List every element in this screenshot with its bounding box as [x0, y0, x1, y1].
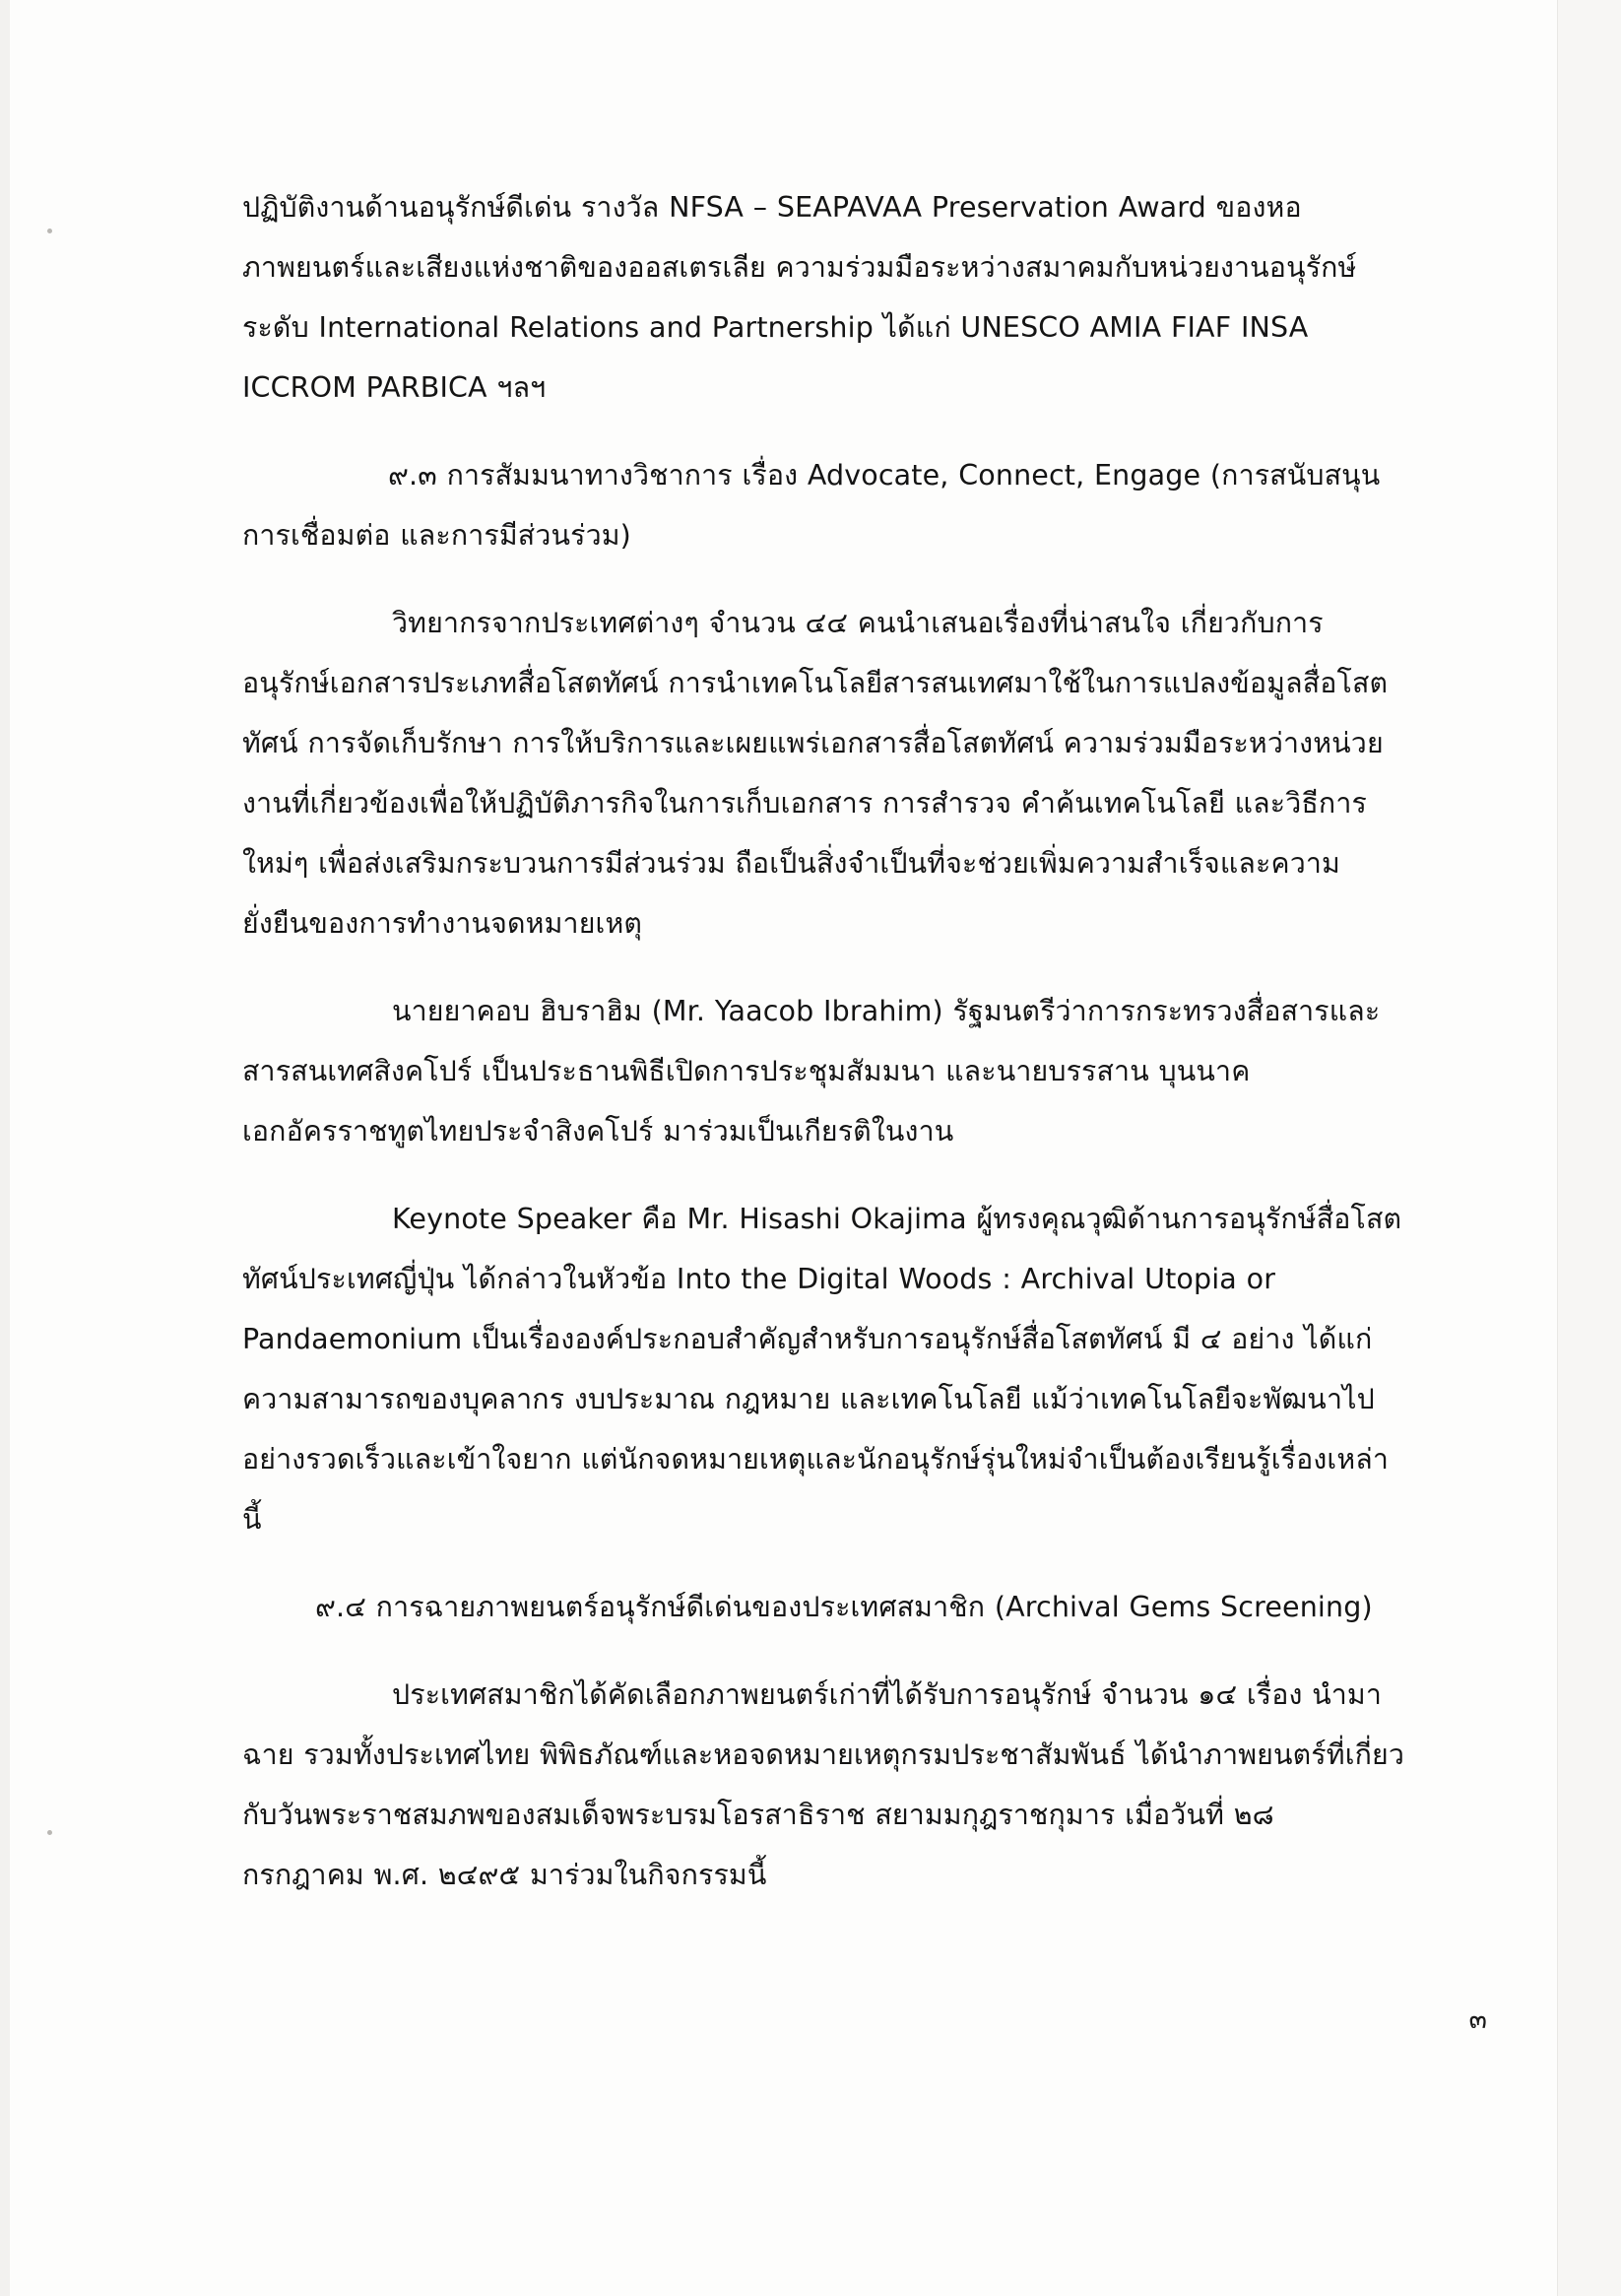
page-number: ๓ — [1468, 2004, 1487, 2035]
paragraph-keynote: Keynote Speaker คือ Mr. Hisashi Okajima ผู้ทรงคุณวุฒิด้านการอนุรักษ์สื่อโสตทัศน์ประเทศญี่ปุ่น ได้กล่าวในหัวข้อ Into the Digital Woods : Archival Utopia or Pandaemonium เป็นเรื่ององค์ประกอบสำคัญสำหรับการอนุรักษ์สื่อโสตทัศน์ มี ๔ อย่าง ได้แก่ ความสามารถของบุคลากร งบประมาณ กฎหมาย และเทคโนโลยี แม้ว่าเทคโนโลยีจะพัฒนาไปอย่างรวดเร็วและเข้าใจยาก แต่นักจดหมายเหตุและนักอนุรักษ์รุ่นใหม่จำเป็นต้องเรียนรู้เรื่องเหล่านี้ — [242, 1203, 1402, 1536]
paragraph-speakers: วิทยากรจากประเทศต่างๆ จำนวน ๔๔ คนนำเสนอเรื่องที่น่าสนใจ เกี่ยวกับการอนุรักษ์เอกสารประเภทสื่อโสตทัศน์ การนำเทคโนโลยีสารสนเทศมาใช้ในการแปลงข้อมูลสื่อโสตทัศน์ การจัดเก็บรักษา การให้บริการและเผยแพร่เอกสารสื่อโสตทัศน์ ความร่วมมือระหว่างหน่วยงานที่เกี่ยวข้องเพื่อให้ปฏิบัติภารกิจในการเก็บเอกสาร การสำรวจ คำค้นเทคโนโลยี และวิธีการใหม่ๆ เพื่อส่งเสริมกระบวนการมีส่วนร่วม ถือเป็นสิ่งจำเป็นที่จะช่วยเพิ่มความสำเร็จและความยั่งยืนของการทำงานจดหมายเหตุ — [242, 607, 1389, 940]
page-left-edge — [0, 0, 10, 2296]
paragraph-section-9-4: ๙.๔ การฉายภาพยนตร์อนุรักษ์ดีเด่นของประเทศสมาชิก (Archival Gems Screening) — [315, 1591, 1373, 1623]
page-right-edge — [1557, 0, 1621, 2296]
scan-artifact — [47, 229, 52, 233]
paragraph-minister: นายยาคอบ ฮิบราฮิม (Mr. Yaacob Ibrahim) รัฐมนตรีว่าการกระทรวงสื่อสารและสารสนเทศสิงคโปร์ เป็นประธานพิธีเปิดการประชุมสัมมนา และนายบรรสาน บุนนาค เอกอัครราชทูตไทยประจำสิงคโปร์ มาร่วมเป็นเกียรติในงาน — [242, 995, 1381, 1148]
paragraph-section-9-3: ๙.๓ การสัมมนาทางวิชาการ เรื่อง Advocate, Connect, Engage (การสนับสนุน การเชื่อมต่อ และการมีส่วนร่วม) — [242, 459, 1381, 552]
document-body — [242, 177, 1404, 1905]
paragraph-screening: ประเทศสมาชิกได้คัดเลือกภาพยนตร์เก่าที่ได้รับการอนุรักษ์ จำนวน ๑๔ เรื่อง นำมาฉาย รวมทั้งประเทศไทย พิพิธภัณฑ์และหอจดหมายเหตุกรมประชาสัมพันธ์ ได้นำภาพยนตร์ที่เกี่ยวกับวันพระราชสมภพของสมเด็จพระบรมโอรสาธิราช สยามมกุฎราชกุมาร เมื่อวันที่ ๒๘ กรกฎาคม พ.ศ. ๒๔๙๕ มาร่วมในกิจกรรมนี้ — [242, 1678, 1404, 1891]
paragraph-award: ปฏิบัติงานด้านอนุรักษ์ดีเด่น รางวัล NFSA – SEAPAVAA Preservation Award ของหอภาพยนตร์และเสียงแห่งชาติของออสเตรเลีย ความร่วมมือระหว่างสมาคมกับหน่วยงานอนุรักษ์ ระดับ International Relations and Partnership ได้แก่ UNESCO AMIA FIAF INSA ICCROM PARBICA ฯลฯ — [242, 191, 1357, 404]
scan-artifact — [47, 1830, 52, 1835]
